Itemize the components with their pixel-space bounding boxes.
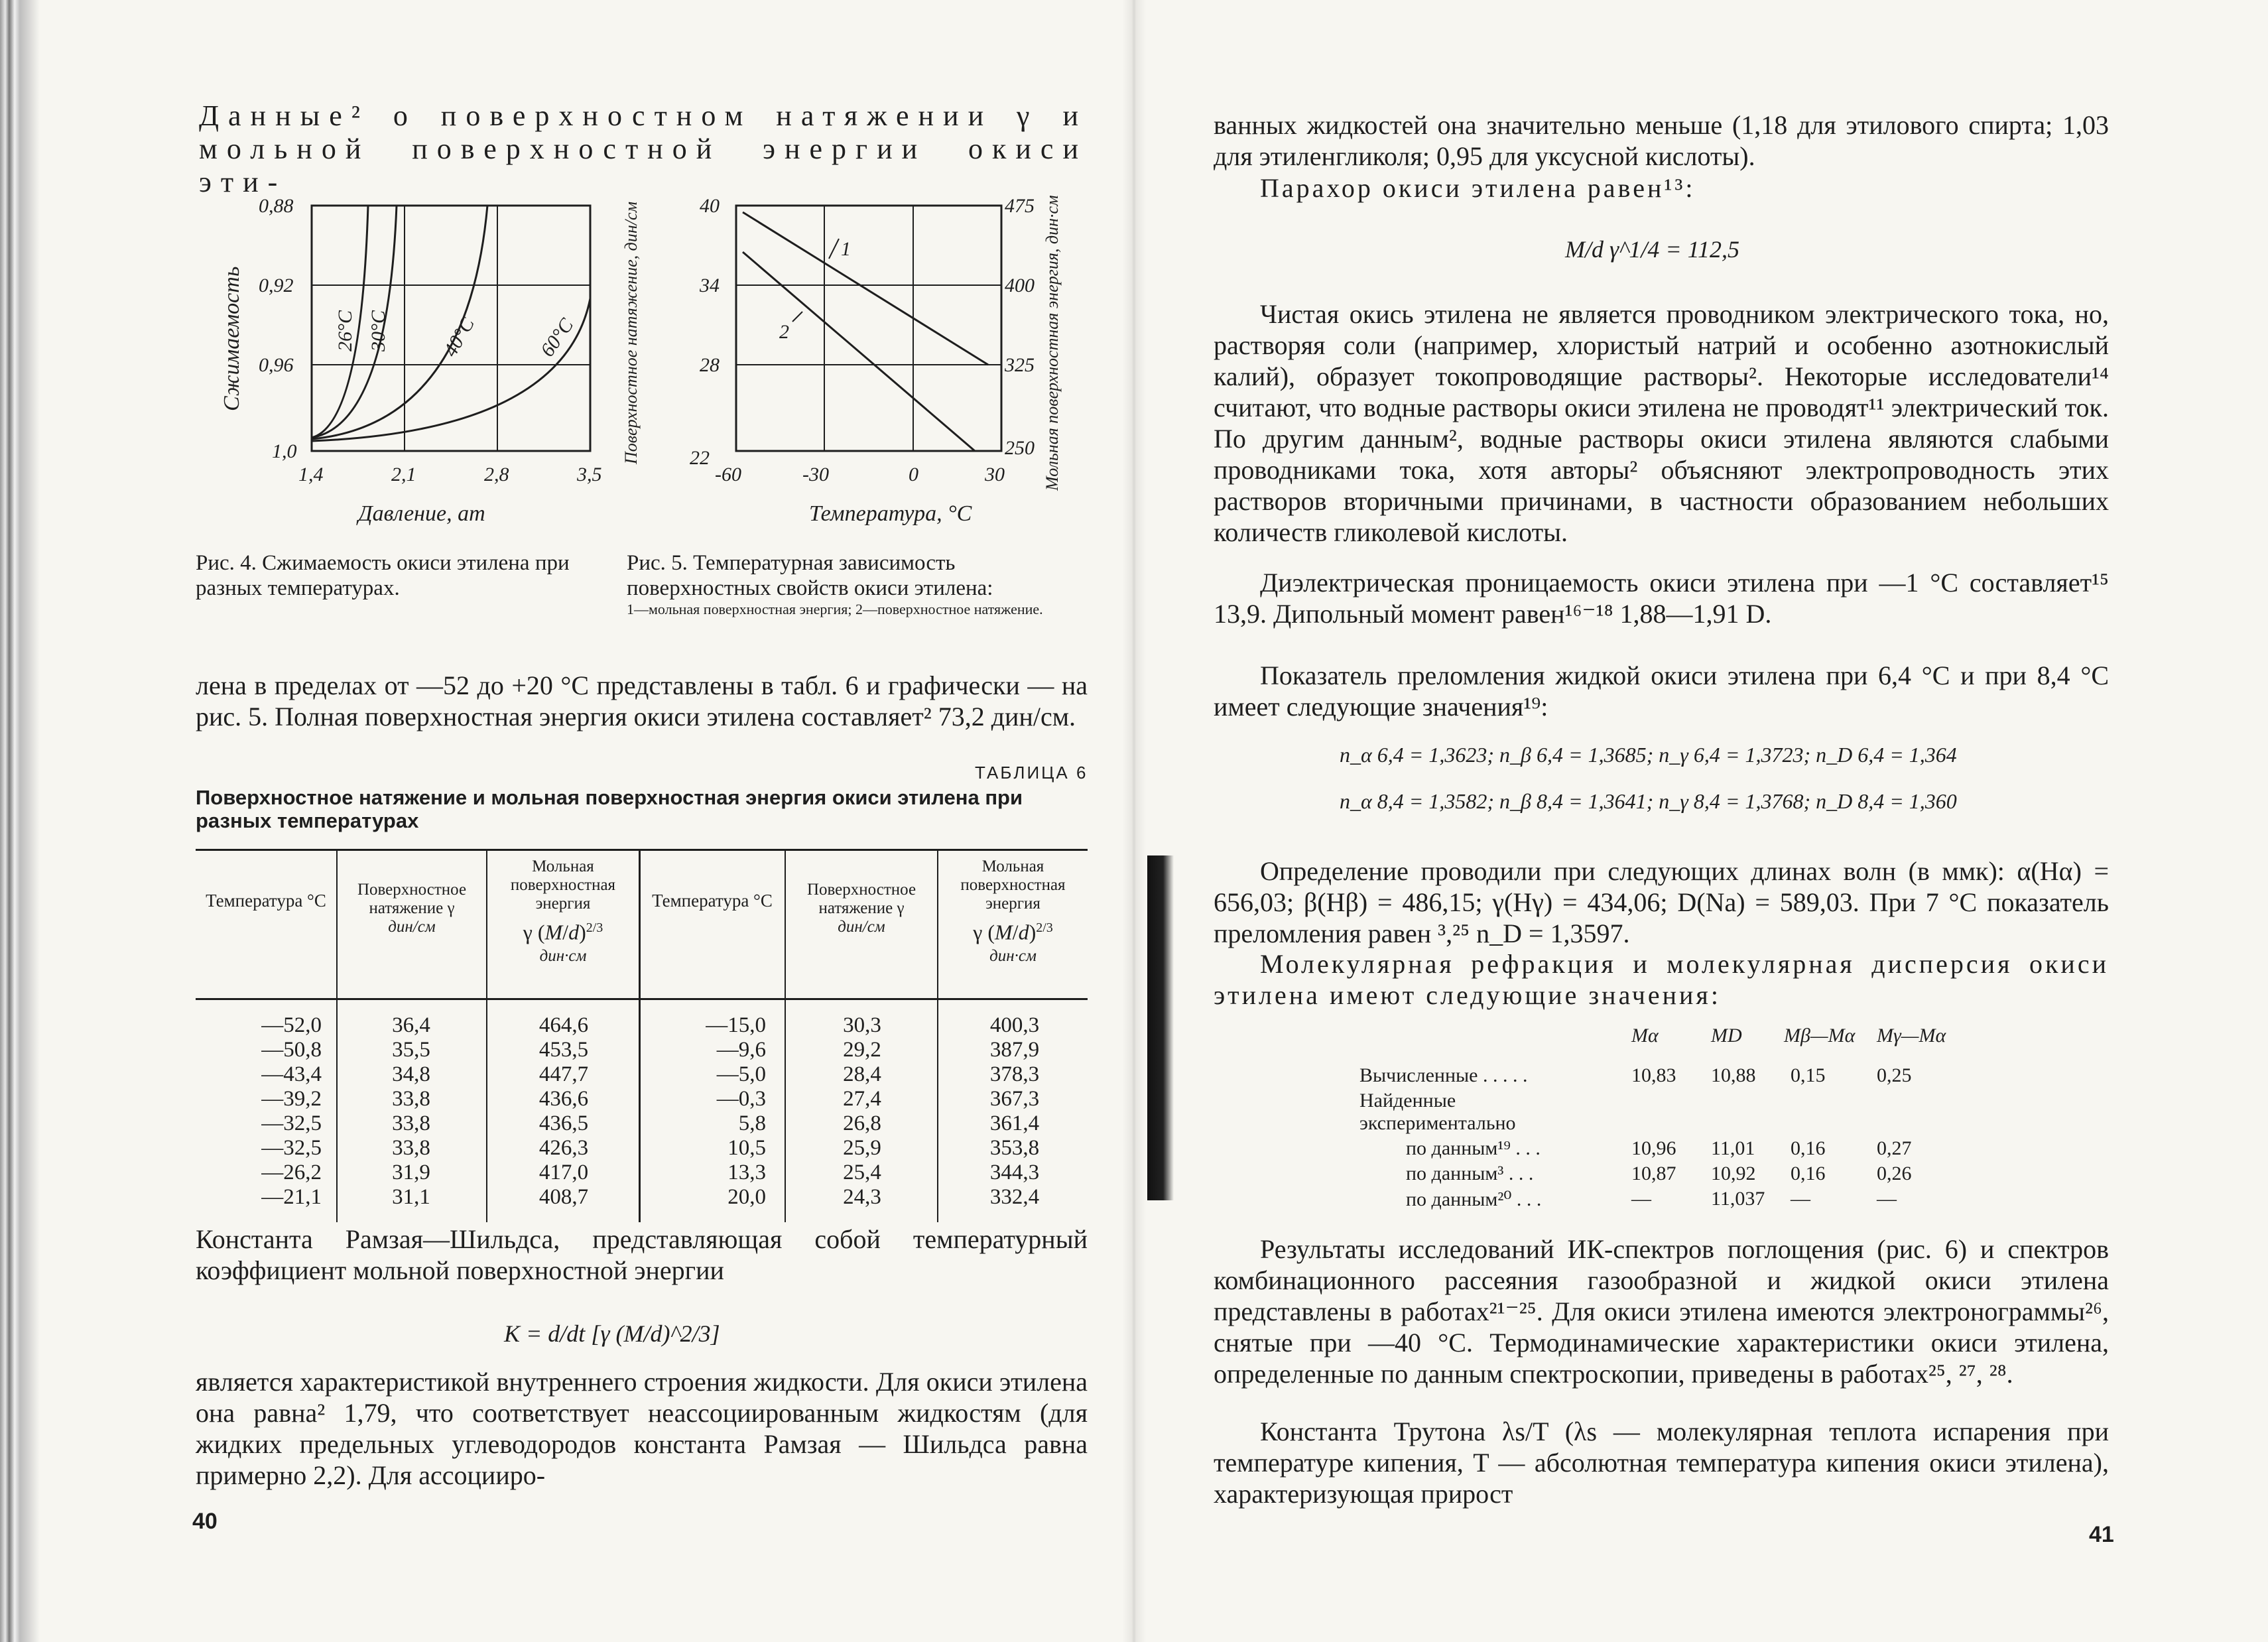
header-energy-1: Мольная поверхностная энергия γ $(M/d)^{2/3}$ дин·см [510, 857, 616, 965]
header-energy-2: Мольная поверхностная энергия γ $(M/d)^{2/3}$ дин·см [960, 857, 1066, 965]
svg-text:28: 28 [700, 354, 720, 376]
table-cell: 26,8 [843, 1111, 881, 1135]
page-number-left: 40 [192, 1509, 218, 1534]
table-cell: 27,4 [843, 1087, 881, 1111]
header-m-d: MD [1711, 1025, 1742, 1046]
column-energy-2 [952, 1013, 1078, 1210]
table-cell: 34,8 [392, 1062, 430, 1086]
svg-text:2: 2 [779, 321, 789, 343]
molar-value: — [1877, 1188, 1897, 1210]
table-cell: 464,6 [538, 1013, 589, 1037]
figure-4-compressibility [219, 186, 630, 544]
parachor-line: Парахор окиси этилена равен¹³: [1260, 173, 1696, 203]
table-cell: 35,5 [392, 1038, 430, 1062]
table-cell: 25,4 [843, 1161, 881, 1184]
molar-row-label: по данным³ . . . [1406, 1163, 1534, 1184]
svg-text:1,0: 1,0 [272, 440, 297, 462]
table-cell: 33,8 [392, 1136, 430, 1160]
table-cell: —43,4 [261, 1062, 322, 1086]
table-cell: 31,9 [392, 1161, 430, 1184]
formula-ramsay-constant: K = d/dt [γ (M/d)^2/3] [504, 1320, 720, 1347]
table-6 [196, 849, 1088, 1222]
molar-value: — [1791, 1188, 1810, 1210]
table-cell: 353,8 [989, 1136, 1040, 1160]
molar-value: 10,83 [1631, 1064, 1676, 1086]
table-cell: 453,5 [538, 1038, 589, 1062]
table-cell: 13,3 [727, 1161, 766, 1184]
column-tension-2 [799, 1013, 925, 1210]
table-header-rule [196, 998, 1088, 1000]
svg-text:30°C: 30°C [367, 310, 389, 351]
svg-text:2,1: 2,1 [391, 464, 416, 485]
paragraph-continued: ванных жидкостей она значительно меньше (1,18 для этилового спирта; 1,03 для этиленгликоля; 0,95 для уксусной кислоты). [1214, 110, 2109, 171]
column-energy-1 [501, 1013, 627, 1210]
svg-text:60°C: 60°C [536, 314, 578, 361]
paragraph-conductivity: Чистая окись этилена не является проводником электрического тока, но, растворяя соли (например, хлористый натрий и особенно азотнокислый калий), образует токопроводящие растворы². Некоторые исследователи¹⁴ считают, что водные растворы окиси этилена не проводят¹¹ электрический ток. По другим данным², водные растворы окиси этилена являются слабыми проводниками тока, хотя авторы² объясняют электропроводность этих растворов вторичными причинами, в частности образованием небольших количеств гликолевой кислоты. [1214, 299, 2109, 547]
molar-row-label: по данным²⁰ . . . [1406, 1188, 1542, 1210]
molar-value: 10,87 [1631, 1163, 1676, 1184]
header-m-alpha: Mα [1631, 1025, 1659, 1046]
table-cell: 33,8 [392, 1087, 430, 1111]
table-cell: 417,0 [538, 1161, 589, 1184]
table-6-title: Поверхностное натяжение и мольная поверхностная энергия окиси этилена при разных температурах [196, 786, 1023, 832]
table-cell: 5,8 [738, 1111, 766, 1135]
svg-text:Поверхностное натяжение, дин/с: Поверхностное натяжение, дин/см [621, 201, 641, 464]
table-cell: —0,3 [716, 1087, 766, 1111]
column-tension-1 [355, 1013, 468, 1210]
figure-5-legend: 1—мольная поверхностная энергия; 2—поверхностное натяжение. [627, 601, 1043, 617]
line-2-surface-tension [743, 252, 975, 451]
molar-table-row [1359, 1090, 2056, 1137]
table-cell: 361,4 [989, 1111, 1040, 1135]
table-cell: —52,0 [261, 1013, 322, 1037]
column-temperature-1 [209, 1013, 322, 1210]
paragraph-molar-refraction: Молекулярная рефракция и молекулярная дисперсия окиси этилена имеют следующие значения: [1214, 949, 2109, 1010]
paragraph-refractive-index: Показатель преломления жидкой окиси этилена при 6,4 °С и при 8,4 °С имеет следующие значения¹⁹: [1214, 661, 2109, 722]
svg-text:Давление, ат: Давление, ат [358, 501, 485, 526]
header-temp-2: Температура °С [652, 891, 773, 911]
svg-text:400: 400 [1005, 275, 1035, 296]
molar-table-row [1359, 1163, 2056, 1188]
molar-value: 10,88 [1711, 1064, 1756, 1086]
table-cell: 31,1 [392, 1185, 430, 1209]
svg-text:0: 0 [909, 464, 918, 485]
svg-text:2,8: 2,8 [484, 464, 509, 485]
table-cell: 400,3 [989, 1013, 1040, 1037]
table-cell: 36,4 [392, 1013, 430, 1037]
column-temperature-2 [653, 1013, 766, 1210]
table-cell: 33,8 [392, 1111, 430, 1135]
table-cell: —50,8 [261, 1038, 322, 1062]
table-cell: 426,3 [538, 1136, 589, 1160]
table-cell: —21,1 [261, 1185, 322, 1209]
svg-text:0,92: 0,92 [259, 275, 294, 296]
paragraph-lead: лена в пределах от —52 до +20 °С представлены в табл. 6 и графически — на рис. 5. Полная поверхностная энергия окиси этилена составляет² 73,2 дин/см. [196, 670, 1088, 731]
molar-value: 11,037 [1711, 1188, 1765, 1210]
molar-value: 0,26 [1877, 1163, 1912, 1184]
molar-value: 10,92 [1711, 1163, 1756, 1184]
molar-value: 0,15 [1791, 1064, 1826, 1086]
table-cell: 367,3 [989, 1087, 1040, 1111]
table-6-label: ТАБЛИЦА 6 [975, 763, 1088, 783]
svg-text:Сжимаемость: Сжимаемость [220, 266, 244, 411]
table-cell: —26,2 [261, 1161, 322, 1184]
svg-text:40: 40 [700, 195, 720, 217]
molar-table-row [1359, 1064, 2056, 1090]
svg-text:0,96: 0,96 [259, 354, 294, 376]
molar-refraction-table [1359, 1025, 2056, 1210]
table-cell: 447,7 [538, 1062, 589, 1086]
svg-text:22: 22 [690, 447, 710, 469]
molar-value: 10,96 [1631, 1137, 1676, 1159]
molar-value: 11,01 [1711, 1137, 1755, 1159]
svg-text:475: 475 [1005, 195, 1035, 217]
table-cell: 28,4 [843, 1062, 881, 1086]
table-cell: —39,2 [261, 1087, 322, 1111]
table-cell: 332,4 [989, 1185, 1040, 1209]
molar-value: 0,16 [1791, 1163, 1826, 1184]
svg-text:325: 325 [1005, 354, 1035, 376]
svg-text:-30: -30 [802, 464, 829, 485]
page-number-right: 41 [2089, 1522, 2114, 1547]
paragraph-ramsay-shields: Константа Рамзая—Шильдса, представляющая собой температурный коэффициент мольной поверхностной энергии [196, 1224, 1088, 1285]
table-cell: 25,9 [843, 1136, 881, 1160]
paragraph-wavelengths: Определение проводили при следующих длинах волн (в ммк): α(Hα) = 656,03; β(Hβ) = 486,15; γ(Hγ) = 434,06; D(Na) = 589,03. При 7 °С показатель преломления равен ³,²⁵ n_D = 1,3597. [1214, 856, 2109, 948]
table-cell: 10,5 [727, 1136, 766, 1160]
table-cell: —5,0 [716, 1062, 766, 1086]
svg-text:30: 30 [985, 464, 1005, 485]
svg-text:1: 1 [841, 238, 851, 260]
header-temp-1: Температура °С [206, 891, 326, 911]
molar-row-label: по данным¹⁹ . . . [1406, 1137, 1541, 1159]
paragraph-ir-spectra: Результаты исследований ИК-спектров поглощения (рис. 6) и спектров комбинационного рассеяния газообразной и жидкой окиси этилена представлены в работах²¹⁻²⁵. Для окиси этилена имеются электронограммы²⁶, снятые при —40 °С. Термодинамические характеристики окиси этилена, определенные по данным спектроскопии, приведены в работах²⁵, ²⁷, ²⁸. [1214, 1234, 2109, 1389]
paragraph-trouton: Константа Трутона λs/T (λs — молекулярная теплота испарения при температуре кипения, T — абсолютная температура кипения окиси этилена), характеризующая прирост [1214, 1417, 2109, 1509]
table-cell: 29,2 [843, 1038, 881, 1062]
svg-text:34: 34 [700, 275, 720, 296]
table-cell: 344,3 [989, 1161, 1040, 1184]
refractive-index-6-4: n_α 6,4 = 1,3623; n_β 6,4 = 1,3685; n_γ 6,4 = 1,3723; n_D 6,4 = 1,364 [1340, 743, 1957, 767]
molar-table-row [1359, 1188, 2056, 1213]
molar-value: 0,25 [1877, 1064, 1912, 1086]
figure-5-temperature-dependence [617, 186, 1074, 544]
table-cell: 24,3 [843, 1185, 881, 1209]
paragraph-dielectric: Диэлектрическая проницаемость окиси этилена при —1 °С составляет¹⁵ 13,9. Дипольный момент равен¹⁶⁻¹⁸ 1,88—1,91 D. [1214, 568, 2109, 629]
svg-text:26°C: 26°C [334, 310, 356, 351]
molar-row-label: Найденные экспериментально [1359, 1090, 1516, 1134]
molar-value: 0,16 [1791, 1137, 1826, 1159]
svg-text:3,5: 3,5 [577, 464, 602, 485]
table-cell: 387,9 [989, 1038, 1040, 1062]
table-cell: —32,5 [261, 1111, 322, 1135]
molar-value: 0,27 [1877, 1137, 1912, 1159]
svg-text:40°C: 40°C [439, 314, 479, 361]
table-cell: 30,3 [843, 1013, 881, 1037]
refractive-index-8-4: n_α 8,4 = 1,3582; n_β 8,4 = 1,3641; n_γ 8,4 = 1,3768; n_D 8,4 = 1,360 [1340, 789, 1957, 813]
molar-value: — [1631, 1188, 1651, 1210]
right-page [1134, 0, 2268, 1642]
svg-text:250: 250 [1005, 437, 1035, 459]
header-m-beta-alpha: Mβ—Mα [1784, 1025, 1856, 1046]
molar-table-row [1359, 1137, 2056, 1163]
paragraph-internal-structure: является характеристикой внутреннего строения жидкости. Для окиси этилена она равна² 1,79, что соответствует неассоциированным жидкостям (для жидких предельных углеводородов константа Рамзая — Шильдса равна примерно 2,2). Для ассоцииро- [196, 1367, 1088, 1490]
header-m-gamma-alpha: Mγ—Mα [1877, 1025, 1946, 1046]
table-cell: 20,0 [727, 1185, 766, 1209]
svg-text:Мольная поверхностная энергия,: Мольная поверхностная энергия, дин·см [1042, 195, 1062, 491]
table-cell: 436,5 [538, 1111, 589, 1135]
svg-text:Температура, °С: Температура, °С [809, 501, 972, 526]
figure-5-caption: Рис. 5. Температурная зависимость поверхностных свойств окиси этилена: 1—мольная поверхностная энергия; 2—поверхностное натяжение. [627, 550, 1098, 618]
table-cell: 378,3 [989, 1062, 1040, 1086]
table-cell: —9,6 [716, 1038, 766, 1062]
table-cell: 436,6 [538, 1087, 589, 1111]
molar-row-label: Вычисленные . . . . . [1359, 1064, 1528, 1086]
table-cell: 408,7 [538, 1185, 589, 1209]
svg-text:0,88: 0,88 [259, 195, 294, 217]
figure-4-caption: Рис. 4. Сжимаемость окиси этилена при разных температурах. [196, 551, 570, 600]
header-tension-2: Поверхностное натяжение γ дин/см [806, 881, 916, 936]
table-cell: —15,0 [706, 1013, 766, 1037]
header-tension-1: Поверхностное натяжение γ дин/см [357, 881, 467, 936]
svg-text:1,4: 1,4 [298, 464, 324, 485]
intro-text: Данные² о поверхностном натяжении γ и мольной поверхностной энергии окиси эти- [199, 99, 1088, 198]
formula-parachor: M/d γ^1/4 = 112,5 [1565, 236, 1739, 263]
svg-text:-60: -60 [715, 464, 741, 485]
table-cell: —32,5 [261, 1136, 322, 1160]
